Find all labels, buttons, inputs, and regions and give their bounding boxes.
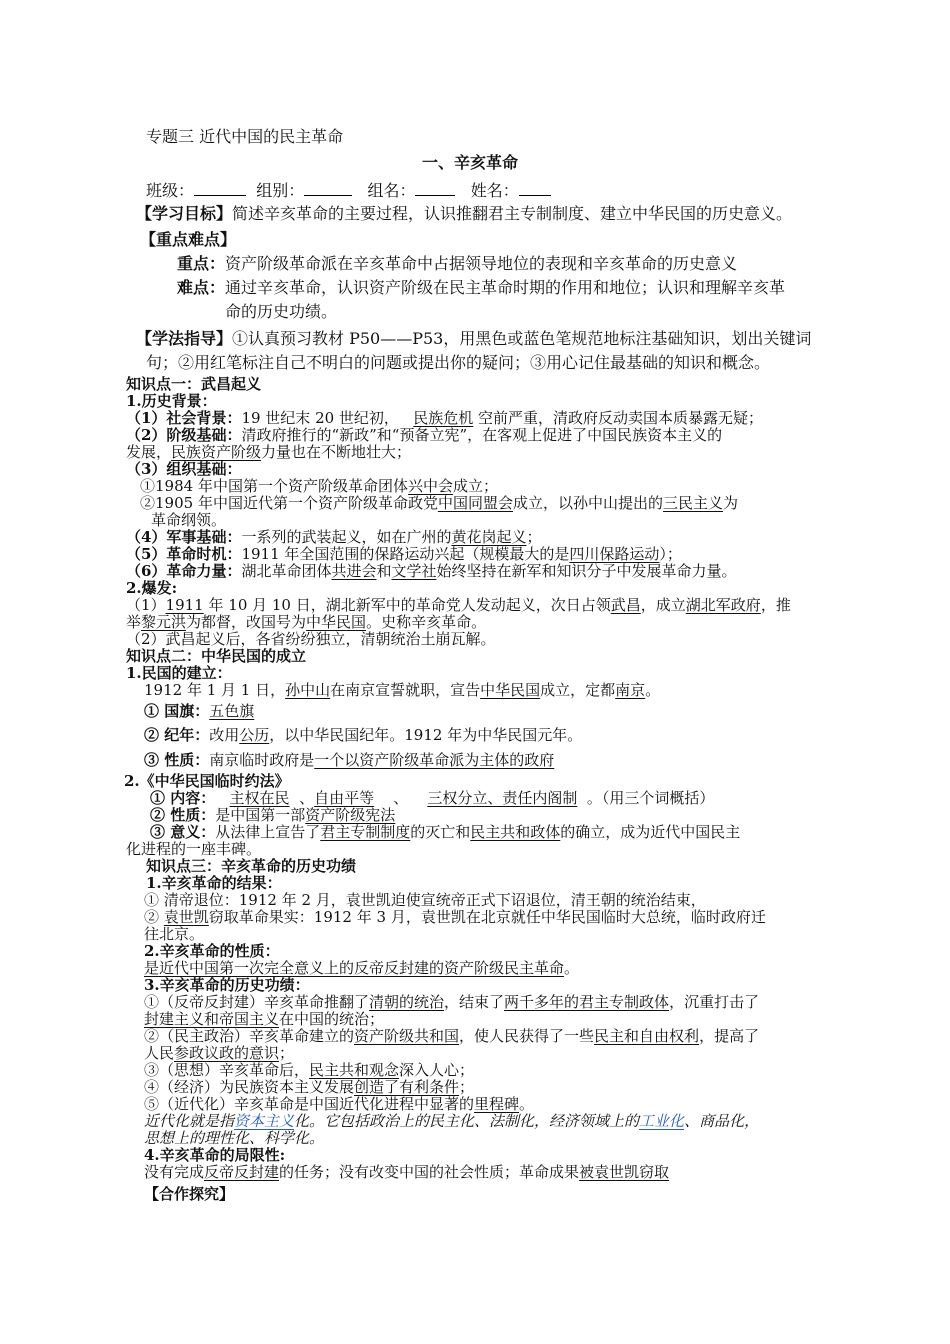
significance-line-cont: 化进程的一座丰碑。 (126, 840, 262, 858)
revolution-timing-label: （5）革命时机： (126, 545, 242, 563)
answer: 三权分立、责任内阁制 (427, 789, 578, 807)
k2-section-constitution: 2.《中华民国临时约法》 (124, 772, 290, 790)
text: ⑤（近代化）辛亥革命是中国近代化进程中显著的 (144, 1095, 475, 1113)
flag-label: ① 国旗： (144, 702, 210, 720)
answer: 兴中会 (407, 477, 453, 495)
method-label: 【学法指导】 (136, 329, 233, 348)
text: ③（思想）辛亥革命后， (144, 1061, 310, 1079)
note-line-1 (144, 1112, 759, 1130)
text: 的任务；没有改变中国的社会性质；革命成果 (279, 1163, 580, 1181)
answer: 创造了有利条件 (354, 1078, 460, 1096)
text: 和 (376, 562, 392, 580)
social-background-line (126, 409, 763, 427)
answer: 是近代中国第一次完全意义上的反帝反封建的资产阶级民主革命 (144, 959, 565, 977)
content-label: ① 内容： (150, 789, 216, 807)
text: 一系列的武装起义，如在广州的 (241, 528, 452, 546)
key-point-line (177, 254, 737, 273)
group-blank[interactable] (304, 179, 352, 196)
outbreak-line-3: （2）武昌起义后，各省纷纷独立，清朝统治土崩瓦解。 (126, 630, 496, 648)
name-label: 姓名： (470, 181, 519, 200)
k3-section-nature: 2.辛亥革命的性质： (144, 942, 280, 960)
nature-label: ③ 性质： (144, 751, 210, 769)
era-label: ② 纪年： (144, 726, 210, 744)
answer: 五色旗 (209, 702, 255, 720)
answer: 共进会 (331, 562, 377, 580)
difficult-point-line (177, 278, 785, 297)
significance-label: ③ 意义： (150, 823, 216, 841)
significance-line (150, 823, 740, 841)
answer: 黎元洪 (141, 613, 187, 631)
text: 举 (126, 613, 142, 631)
text: ，成立 (640, 596, 686, 614)
answer: 一个以资产阶级革命派为主体的政府 (314, 751, 555, 769)
text: ，结束了 (444, 993, 505, 1011)
text: ； (279, 1044, 295, 1062)
class-blank[interactable] (194, 179, 246, 196)
text: （1） (126, 596, 166, 614)
text: ② (144, 908, 164, 926)
text: ①（反帝反封建）辛亥革命推翻了 (144, 993, 370, 1011)
answer: 湖北军政府 (685, 596, 761, 614)
text: ④（经济）为民族资本主义发展 (144, 1078, 355, 1096)
achievement-line-1 (144, 993, 759, 1011)
org-basis-label: （3）组织基础： (126, 460, 242, 478)
k3-title: 知识点三：辛亥革命的历史功绩 (146, 857, 357, 875)
era-line (144, 726, 582, 744)
org-line-2 (140, 494, 738, 512)
answer: 被袁世凯窃取 (579, 1163, 670, 1181)
k1-title: 知识点一：武昌起义 (126, 375, 262, 393)
org-line-2-cont: 革命纲领。 (151, 511, 227, 529)
text: 的灭亡和 (410, 823, 471, 841)
answer: 参政议政的意识 (174, 1044, 280, 1062)
text: ，提高了 (699, 1027, 760, 1045)
keypoints-label: 【重点难点】 (140, 230, 237, 249)
answer: 中华民国 (306, 613, 367, 631)
nature-statement (144, 959, 579, 977)
revolution-force-label: （6）革命力量： (126, 562, 242, 580)
answer: 袁世凯 (163, 908, 209, 926)
property-line (150, 806, 395, 824)
text: 始终坚持在新军和知识分子中发展革命力量。 (436, 562, 737, 580)
achievement-line-4 (144, 1078, 474, 1096)
establish-line (144, 681, 660, 699)
text: ； (459, 1078, 475, 1096)
class-label: 班级： (146, 181, 195, 200)
name-blank[interactable] (519, 179, 551, 196)
limitation-line (144, 1163, 669, 1181)
text: 湖北革命团体 (241, 562, 332, 580)
answer: 民主和自由权利 (594, 1027, 700, 1045)
answer: 孙中山 (285, 681, 331, 699)
student-info-row (146, 179, 551, 200)
answer: 四川保路运动 (569, 545, 660, 563)
achievement-line-5 (144, 1095, 534, 1113)
difficult-point-text-cont: 命的历史功绩。 (225, 302, 338, 321)
text: 深入人心； (399, 1061, 475, 1079)
text: 近代化就是指 (144, 1112, 235, 1130)
answer: 清朝的统治 (369, 993, 445, 1011)
note-line-2: 思想上的理性化、科学化。 (144, 1129, 325, 1147)
text: 。 (519, 1095, 535, 1113)
text: 窃取革命果实：1912 年 3 月，袁世凯在北京就任中华民国临时大总统，临时政府迁 (208, 908, 766, 926)
answer: 中国同盟会 (437, 494, 513, 512)
achievement-line-2-cont (144, 1044, 294, 1062)
social-background-label: （1）社会背景： (126, 409, 242, 427)
text: 。（用三个词概括） (586, 789, 715, 807)
text: 、 (393, 789, 409, 807)
military-basis-label: （4）军事基础： (126, 528, 242, 546)
objective-line (136, 204, 792, 223)
k3-section-result: 1.辛亥革命的结果： (146, 874, 282, 892)
answer: 封建主义和帝国主义 (144, 1010, 280, 1028)
group-label: 组别： (256, 181, 305, 200)
answer: 君主专制制度 (320, 823, 411, 841)
answer: 民族危机 (413, 409, 474, 427)
answer: 南京 (615, 681, 646, 699)
k2-title: 知识点二：中华民国的成立 (126, 647, 307, 665)
result-line-2 (144, 908, 766, 926)
text: 。 (564, 959, 580, 977)
k1-section-background: 1.历史背景： (126, 392, 217, 410)
text: ，沉重打击了 (669, 993, 760, 1011)
highlight-term: 资本主义 (234, 1112, 295, 1130)
nature-line (144, 751, 554, 769)
answer: 公历 (239, 726, 270, 744)
result-line-2-cont: 往北京。 (144, 925, 205, 943)
text: 化。它包括政治上的民主化、法制化，经济领域上的 (294, 1112, 640, 1130)
org-line-1 (140, 477, 498, 495)
text: ； (526, 528, 542, 546)
text: 力量也在不断地壮大； (261, 443, 412, 461)
achievement-line-1-cont (144, 1010, 384, 1028)
achievement-line-2 (144, 1027, 759, 1045)
text: 19 世纪末 20 世纪初， (241, 409, 399, 427)
text: 成立，以孙中山提出的 (512, 494, 663, 512)
answer: 三民主义 (662, 494, 723, 512)
class-basis-label: （2）阶级基础： (126, 426, 242, 444)
answer: 反帝反封建 (204, 1163, 280, 1181)
text: 是中国第一部 (215, 806, 306, 824)
text: 在中国的统治； (279, 1010, 385, 1028)
text: 改用 (209, 726, 240, 744)
objective-text: 简述辛亥革命的主要过程，认识推翻君主专制制度、建立中华民国的历史意义。 (232, 204, 793, 223)
text: 没有完成 (144, 1163, 205, 1181)
answer: 中华民国 (480, 681, 541, 699)
text: ）； (659, 545, 682, 563)
k2-section-establish: 1.民国的建立： (126, 664, 232, 682)
text: ，推 (760, 596, 791, 614)
group-name-blank[interactable] (415, 179, 455, 196)
class-basis-line-2 (126, 443, 411, 461)
text: 清政府推行的“新政”和“预备立宪”，在客观上促进了中国民族资本主义的 (241, 426, 723, 444)
text: ①1984 年中国第一个资产阶级革命团体 (140, 477, 408, 495)
text: 从法律上宣告了 (215, 823, 321, 841)
lesson-title: 一、辛亥革命 (422, 153, 519, 172)
objective-label: 【学习目标】 (136, 204, 233, 223)
cooperation-label: 【合作探究】 (144, 1185, 235, 1203)
property-label: ② 性质： (150, 806, 216, 824)
result-line-1: ① 清帝退位：1912 年 2 月，袁世凯迫使宣统帝正式下诏退位，清王朝的统治结束， (144, 891, 706, 909)
topic-title: 专题三 近代中国的民主革命 (146, 127, 344, 146)
method-line (136, 329, 811, 348)
text: 为都督，改国号为 (186, 613, 307, 631)
answer: 武昌 (610, 596, 641, 614)
outbreak-line-1 (126, 596, 791, 614)
group-name-label: 组名： (367, 181, 416, 200)
k3-section-achievement: 3.辛亥革命的历史功绩： (144, 976, 310, 994)
key-point-label: 重点： (177, 254, 226, 273)
answer: 资产阶级共和国 (354, 1027, 460, 1045)
content-line (150, 789, 714, 807)
text: 年 10 月 10 日，湖北新军中的革命党人发动起义，次日占领 (203, 596, 611, 614)
text: 1912 年 1 月 1 日， (144, 681, 286, 699)
text: ，以中华民国纪年。1912 年为中华民国元年。 (269, 726, 583, 744)
military-basis-line (126, 528, 542, 546)
answer: 民族资产阶级 (171, 443, 262, 461)
answer: 1911 (165, 596, 204, 614)
answer: 黄花岗起义 (451, 528, 527, 546)
method-text: ①认真预习教材 P50——P53，用黑色或蓝色笔规范地标注基础知识，划出关键词 (232, 329, 812, 348)
text: 发展， (126, 443, 172, 461)
text: 空前严重，清政府反动卖国本质暴露无疑； (478, 409, 764, 427)
answer: 里程碑 (474, 1095, 520, 1113)
key-point-text: 资产阶级革命派在辛亥革命中占据领导地位的表现和辛亥革命的历史意义 (225, 254, 738, 273)
text: ②1905 年中国近代第一个资产阶级革命政党 (140, 494, 438, 512)
flag-line (144, 702, 254, 720)
answer: 两千多年的君主专制政体 (504, 993, 670, 1011)
k3-section-limitation: 4.辛亥革命的局限性: (144, 1146, 286, 1164)
k1-section-outbreak: 2.爆发: (126, 579, 178, 597)
difficult-point-label: 难点： (177, 278, 226, 297)
text: 成立，定都 (540, 681, 616, 699)
text: 南京临时政府是 (209, 751, 315, 769)
text: 1911 年全国范围的保路运动兴起（规模最大的是 (241, 545, 570, 563)
text: 人民 (144, 1044, 175, 1062)
outbreak-line-2 (126, 613, 486, 631)
answer: 主权在民 (229, 789, 290, 807)
highlight-term: 工业化 (639, 1112, 685, 1130)
text: 为 (723, 494, 739, 512)
answer: 自由平等 (314, 789, 375, 807)
answer: 民主共和政体 (470, 823, 561, 841)
answer: 文学社 (391, 562, 437, 580)
text: 、商品化， (684, 1112, 760, 1130)
text: 。 (645, 681, 661, 699)
method-text-cont: 句；②用红笔标注自己不明白的问题或提出你的疑问；③用心记住最基础的知识和概念。 (146, 353, 771, 372)
text: 、 (299, 789, 315, 807)
text: ②（民主政治）辛亥革命建立的 (144, 1027, 355, 1045)
answer: 资产阶级宪法 (305, 806, 396, 824)
revolution-timing-line (126, 545, 682, 563)
difficult-point-text: 通过辛亥革命，认识资产阶级在民主革命时期的作用和地位；认识和理解辛亥革 (225, 278, 786, 297)
text: 。史称辛亥革命。 (366, 613, 487, 631)
class-basis-line (126, 426, 722, 444)
revolution-force-line (126, 562, 737, 580)
text: 成立； (452, 477, 498, 495)
answer: 民主共和观念 (309, 1061, 400, 1079)
text: 在南京宣誓就职，宣告 (330, 681, 481, 699)
achievement-line-3 (144, 1061, 474, 1079)
text: ，使人民获得了一些 (459, 1027, 595, 1045)
text: 的确立，成为近代中国民主 (560, 823, 741, 841)
